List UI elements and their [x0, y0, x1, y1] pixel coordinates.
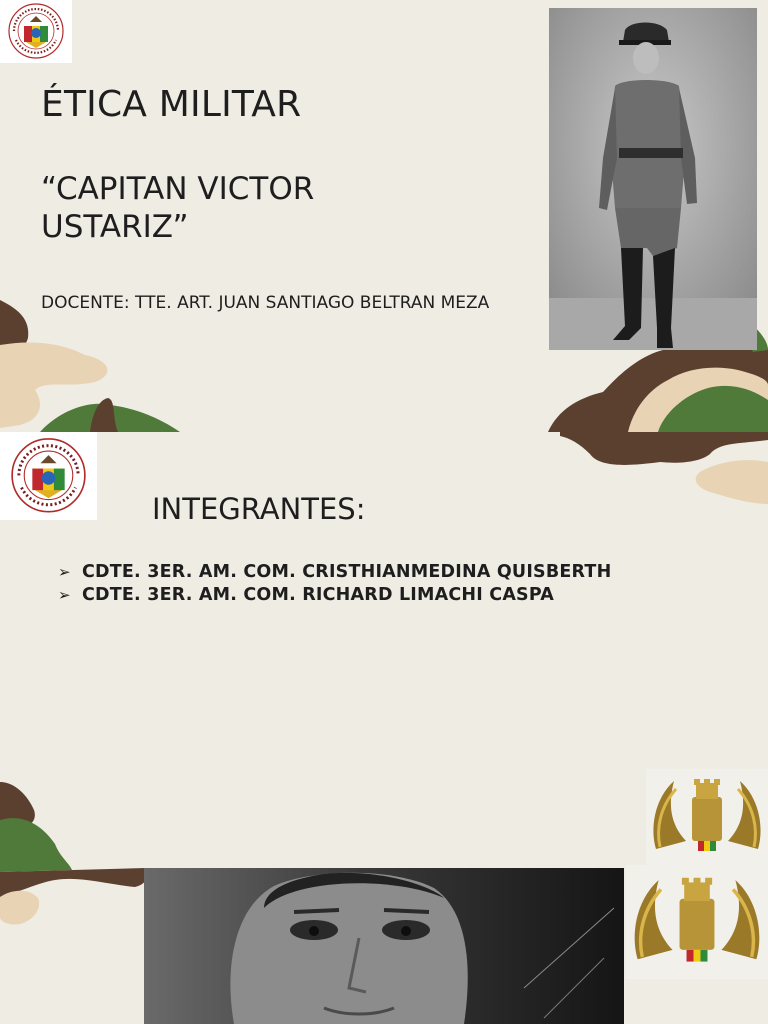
list-item	[58, 583, 611, 606]
bullet-arrow-icon: ➢	[58, 562, 71, 581]
page-title: ÉTICA MILITAR	[41, 84, 302, 125]
members-heading: INTEGRANTES:	[152, 492, 366, 526]
soldier-photo	[549, 8, 757, 350]
slide-title	[0, 0, 768, 432]
army-logo-2	[0, 432, 97, 520]
member-name: CDTE. 3ER. AM. COM. CRISTHIANMEDINA QUISBERTH	[82, 561, 612, 582]
army-logo	[0, 0, 72, 63]
members-list	[58, 560, 611, 606]
slide-members	[0, 432, 768, 1024]
bolivian-army-crest-icon	[0, 0, 72, 63]
artillery-insignia-top	[646, 769, 768, 865]
artillery-insignia-bottom	[626, 865, 768, 979]
bullet-arrow-icon: ➢	[58, 585, 71, 604]
docente-text: DOCENTE: TTE. ART. JUAN SANTIAGO BELTRAN MEZA	[41, 293, 490, 313]
bolivian-army-crest-icon	[0, 432, 97, 520]
portrait-photo	[144, 868, 624, 1024]
camouflage-left	[0, 300, 180, 432]
camouflage-left-bottom	[0, 772, 150, 1024]
camouflage-right-top	[560, 432, 768, 507]
member-name: CDTE. 3ER. AM. COM. RICHARD LIMACHI CASPA	[82, 584, 555, 605]
list-item	[58, 560, 611, 583]
artillery-insignia-icon	[646, 769, 768, 865]
subtitle: “CAPITAN VICTOR USTARIZ”	[41, 171, 315, 245]
artillery-insignia-icon	[626, 865, 768, 979]
